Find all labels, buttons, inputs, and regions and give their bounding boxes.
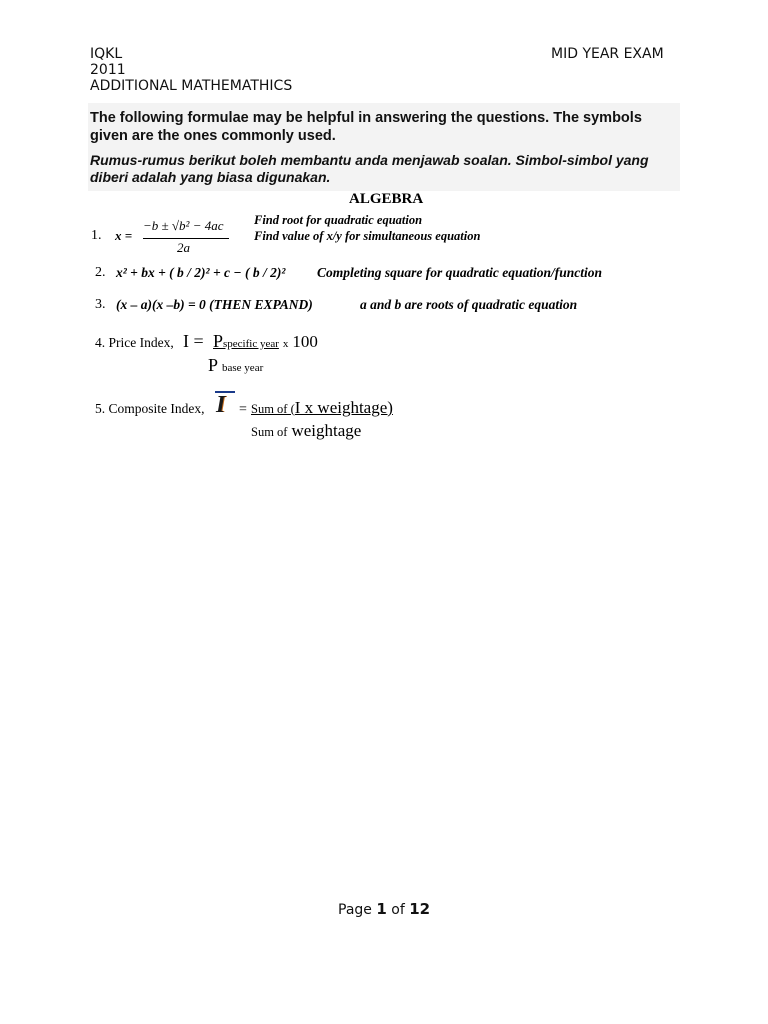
formula4-denominator [208,355,263,376]
intro-english: The following formulae may be helpful in answering the questions. The symbols given are the ones commonly used. [90,110,642,144]
formula5-label [95,401,205,417]
formula5-symbol: I [216,392,226,418]
formula1-lhs: x = [115,228,133,243]
formula4-numerator-p: P [213,331,224,351]
header-subject: ADDITIONAL MATHEMATHICS [90,78,293,94]
page-footer [338,900,430,918]
intro-scan [88,103,680,191]
formula4-label-text: Price Index, [108,335,174,350]
intro-malay: Rumus-rumus berikut boleh membantu anda menjawab soalan. Simbol-simbol yang diberi adalah yang biasa digunakan. [90,152,649,185]
formula4-numerator [213,331,318,352]
header-year: 2011 [90,62,126,78]
footer-total: 12 [409,900,431,918]
footer-page-word: Page [338,902,372,918]
footer-of-word: of [391,902,405,918]
formula1-note1: Find root for quadratic equation [254,213,423,227]
formula5-num-prefix: Sum of ( [251,402,295,416]
formula3-note: a and b are roots of quadratic equation [360,297,578,312]
formula4-denominator-sub: base year [222,362,264,374]
formula5-equals: = [239,402,247,417]
formula5-num-main: I x weightage) [294,398,393,417]
header-school: IQKL [90,46,123,62]
formula4-times: x [282,338,289,350]
formula5-numerator [251,398,393,418]
formula1-numerator: −b ± √b² − 4ac [143,218,224,233]
composite-index-symbol [213,390,235,418]
formula4-numerator-sub: specific year [223,338,279,350]
header-exam: MID YEAR EXAM [551,46,664,62]
formula5-den-prefix: Sum of [251,425,288,439]
formula2-expression: x² + bx + ( b / 2)² + c − ( b / 2)² [116,265,286,280]
formula4-hundred: 100 [292,332,318,351]
section-title: ALGEBRA [349,191,424,207]
formula5-den-main: weightage [291,421,362,440]
formula2-note: Completing square for quadratic equation/function [317,265,603,280]
formula4-label [95,335,174,351]
formula3-number: 3. [95,297,106,312]
formula1-number: 1. [91,228,102,243]
footer-page-num: 1 [376,900,387,918]
formula4-denominator-p: P [208,355,219,375]
formula4-lhs: I = [183,331,204,351]
formula5-label-text: Composite Index, [108,401,205,416]
formula4-number: 4. [95,335,106,350]
formula1-note2: Find value of x/y for simultaneous equation [254,229,481,243]
formula1-fraction-bar [143,238,229,239]
formula3-expression: (x – a)(x –b) = 0 (THEN EXPAND) [116,297,313,312]
formula5-denominator [251,421,361,441]
formula2-number: 2. [95,265,106,280]
formula1-denominator: 2a [177,240,190,255]
formula5-number: 5. [95,401,106,416]
